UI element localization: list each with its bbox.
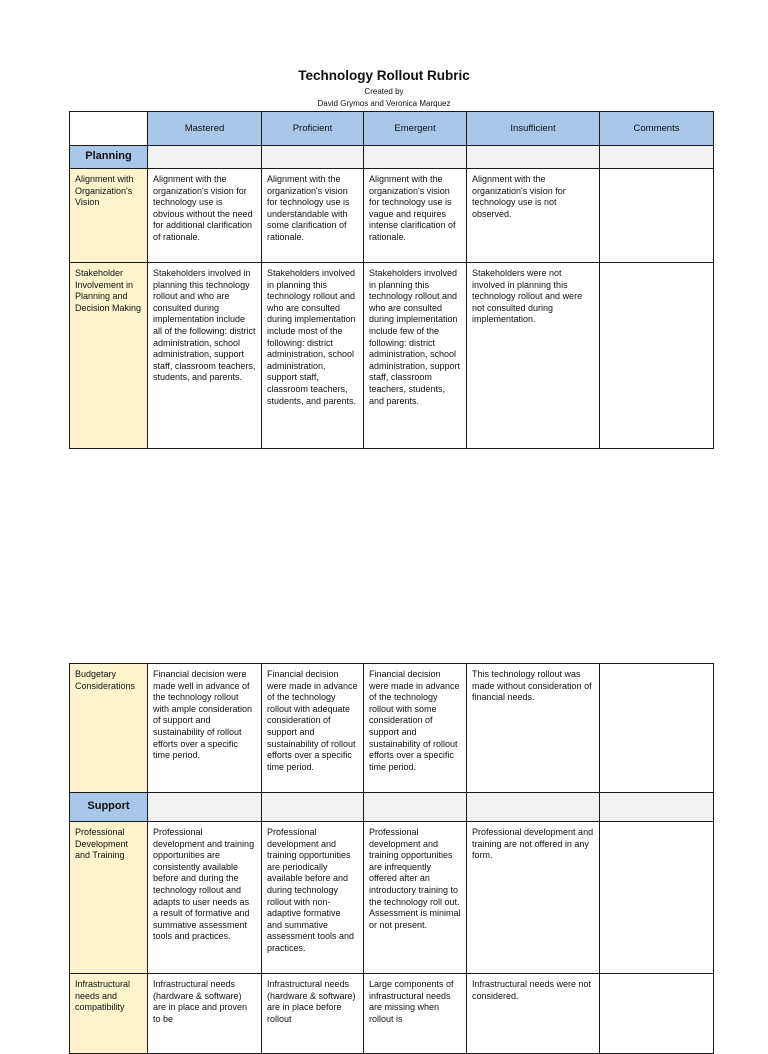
comments-cell bbox=[600, 974, 714, 1054]
section-title-support: Support bbox=[70, 793, 148, 822]
column-header-comments: Comments bbox=[600, 112, 714, 146]
section-blank-cell bbox=[364, 793, 467, 822]
section-blank-cell bbox=[262, 146, 364, 169]
header-corner-cell bbox=[70, 112, 148, 146]
comments-cell bbox=[600, 822, 714, 974]
table-row-stakeholder bbox=[70, 263, 714, 449]
criterion-cell: Professional Development and Training bbox=[70, 822, 148, 974]
comments-cell bbox=[600, 169, 714, 263]
section-row-support bbox=[70, 793, 714, 822]
section-blank-cell bbox=[600, 146, 714, 169]
rubric-table-part-2 bbox=[69, 663, 714, 1054]
section-blank-cell bbox=[262, 793, 364, 822]
column-header-proficient: Proficient bbox=[262, 112, 364, 146]
comments-cell bbox=[600, 664, 714, 793]
column-header-mastered: Mastered bbox=[148, 112, 262, 146]
section-blank-cell bbox=[600, 793, 714, 822]
insufficient-cell: Alignment with the organization's vision for technology use is not observed. bbox=[467, 169, 600, 263]
header-row bbox=[70, 112, 714, 146]
section-blank-cell bbox=[364, 146, 467, 169]
section-blank-cell bbox=[148, 793, 262, 822]
insufficient-cell: Infrastructural needs were not considered. bbox=[467, 974, 600, 1054]
mastered-cell: Infrastructural needs (hardware & software) are in place and proven to be bbox=[148, 974, 262, 1054]
criterion-cell: Budgetary Considerations bbox=[70, 664, 148, 793]
table-row-professional-development bbox=[70, 822, 714, 974]
proficient-cell: Alignment with the organization's vision for technology use is understandable with some clarification of rationale. bbox=[262, 169, 364, 263]
created-by-label: Created by bbox=[364, 87, 404, 96]
criterion-cell: Infrastructural needs and compatibility bbox=[70, 974, 148, 1054]
rubric-table-part-1 bbox=[69, 111, 714, 449]
mastered-cell: Financial decision were made well in advance of the technology rollout with ample consideration of support and sustainability of rollout efforts over a specific time period. bbox=[148, 664, 262, 793]
mastered-cell: Alignment with the organization's vision for technology use is obvious without the need for additional clarification of rationale. bbox=[148, 169, 262, 263]
criterion-cell: Alignment with Organization's Vision bbox=[70, 169, 148, 263]
proficient-cell: Financial decision were made in advance of the technology rollout with adequate consideration of support and sustainability of rollout efforts over a specific time period. bbox=[262, 664, 364, 793]
insufficient-cell: This technology rollout was made without consideration of financial needs. bbox=[467, 664, 600, 793]
emergent-cell: Financial decision were made in advance of the technology rollout with some consideration of support and sustainability of rollout efforts over a specific time period. bbox=[364, 664, 467, 793]
insufficient-cell: Stakeholders were not involved in planning this technology rollout and were not consulted during implementation. bbox=[467, 263, 600, 449]
mastered-cell: Stakeholders involved in planning this technology rollout and who are consulted during implementation include all of the following: district administration, school administration, support staff, classroom teachers, students, and parents. bbox=[148, 263, 262, 449]
authors: David Grymos and Veronica Marquez bbox=[317, 99, 451, 108]
emergent-cell: Large components of infrastructural needs are missing when rollout is bbox=[364, 974, 467, 1054]
section-title-planning: Planning bbox=[70, 146, 148, 169]
section-blank-cell bbox=[148, 146, 262, 169]
comments-cell bbox=[600, 263, 714, 449]
emergent-cell: Stakeholders involved in planning this technology rollout and who are consulted during implementation include few of the following: district administration, school administration, support staff, classroom teachers, students, and parents. bbox=[364, 263, 467, 449]
mastered-cell: Professional development and training opportunities are consistently available before and during the technology rollout and adapts to user needs as a result of formative and summative assessment tools and practices. bbox=[148, 822, 262, 974]
emergent-cell: Alignment with the organization's vision for technology use is vague and requires intense clarification of rationale. bbox=[364, 169, 467, 263]
insufficient-cell: Professional development and training are not offered in any form. bbox=[467, 822, 600, 974]
section-blank-cell bbox=[467, 793, 600, 822]
section-row-planning bbox=[70, 146, 714, 169]
criterion-cell: Stakeholder Involvement in Planning and Decision Making bbox=[70, 263, 148, 449]
proficient-cell: Professional development and training opportunities are periodically available before and during technology rollout with non-adaptive formative and summative assessment tools and practices. bbox=[262, 822, 364, 974]
table-row-infrastructural bbox=[70, 974, 714, 1054]
proficient-cell: Infrastructural needs (hardware & software) are in place before rollout bbox=[262, 974, 364, 1054]
column-header-emergent: Emergent bbox=[364, 112, 467, 146]
proficient-cell: Stakeholders involved in planning this technology rollout and who are consulted during implementation include most of the following: district administration, school administration, support staff, classroom teachers, students, and parents. bbox=[262, 263, 364, 449]
section-blank-cell bbox=[467, 146, 600, 169]
table-row-alignment bbox=[70, 169, 714, 263]
table-row-budgetary bbox=[70, 664, 714, 793]
document-title: Technology Rollout Rubric bbox=[298, 68, 470, 83]
emergent-cell: Professional development and training opportunities are infrequently offered after an introductory training to the technology roll out. Assessment is minimal or not present. bbox=[364, 822, 467, 974]
column-header-insufficient: Insufficient bbox=[467, 112, 600, 146]
